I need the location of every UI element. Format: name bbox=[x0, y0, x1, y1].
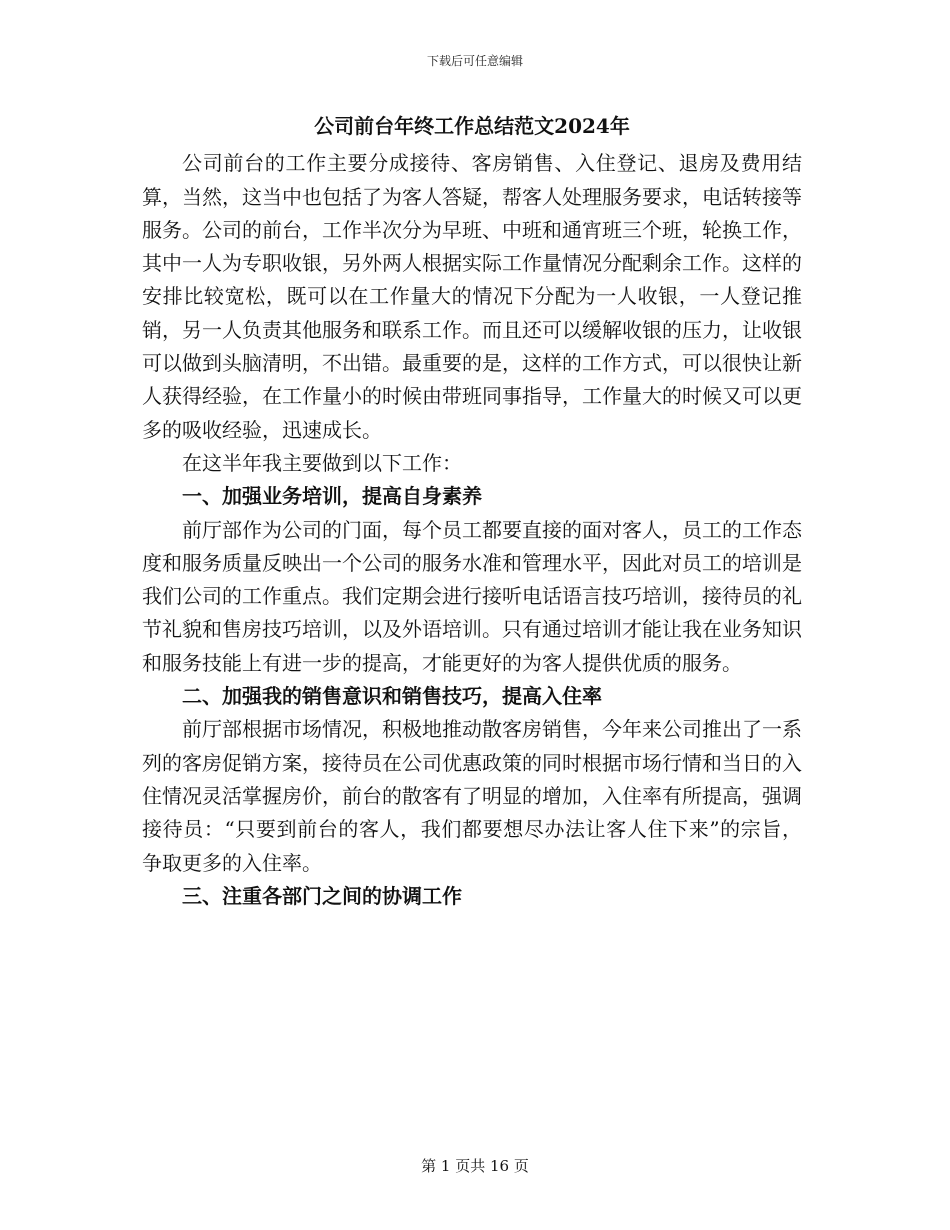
document-body bbox=[142, 110, 802, 913]
section-heading-3: 三、注重各部门之间的协调工作 bbox=[182, 883, 462, 908]
page-header: 下载后可任意编辑 bbox=[426, 54, 523, 68]
section-heading-1: 一、加强业务培训，提高自身素养 bbox=[182, 484, 482, 509]
document-title: 公司前台年终工作总结范文2024年 bbox=[314, 114, 630, 138]
section-body-2: 前厅部根据市场情况，积极地推动散客房销售，今年来公司推出了一系列的客房促销方案，接待员在公司优惠政策的同时根据市场行情和当日的入住情况灵活掌握房价，前台的散客有了明显的增加，入住率有所提高，强调接待员：“只要到前台的客人，我们都要想尽办法让客人住下来”的宗旨，争取更多的入住率。 bbox=[142, 717, 802, 875]
lead-paragraph: 在这半年我主要做到以下工作： bbox=[182, 450, 462, 475]
section-body-1: 前厅部作为公司的门面，每个员工都要直接的面对客人，员工的工作态度和服务质量反映出一个公司的服务水准和管理水平，因此对员工的培训是我们公司的工作重点。我们定期会进行接听电话语言技巧培训，接待员的礼节礼貌和售房技巧培训，以及外语培训。只有通过培训才能让我在业务知识和服务技能上有进一步的提高，才能更好的为客人提供优质的服务。 bbox=[142, 517, 802, 675]
section-heading-2: 二、加强我的销售意识和销售技巧，提高入住率 bbox=[182, 684, 602, 709]
page-footer: 第 1 页共 16 页 bbox=[421, 1157, 529, 1175]
intro-paragraph: 公司前台的工作主要分成接待、客房销售、入住登记、退房及费用结算，当然，这当中也包括了为客人答疑，帮客人处理服务要求，电话转接等服务。公司的前台，工作半次分为早班、中班和通宵班三个班，轮换工作，其中一人为专职收银，另外两人根据实际工作量情况分配剩余工作。这样的安排比较宽松，既可以在工作量大的情况下分配为一人收银，一人登记推销，另一人负责其他服务和联系工作。而且还可以缓解收银的压力，让收银可以做到头脑清明，不出错。最重要的是，这样的工作方式，可以很快让新人获得经验，在工作量小的时候由带班同事指导，工作量大的时候又可以更多的吸收经验，迅速成长。 bbox=[142, 151, 802, 442]
